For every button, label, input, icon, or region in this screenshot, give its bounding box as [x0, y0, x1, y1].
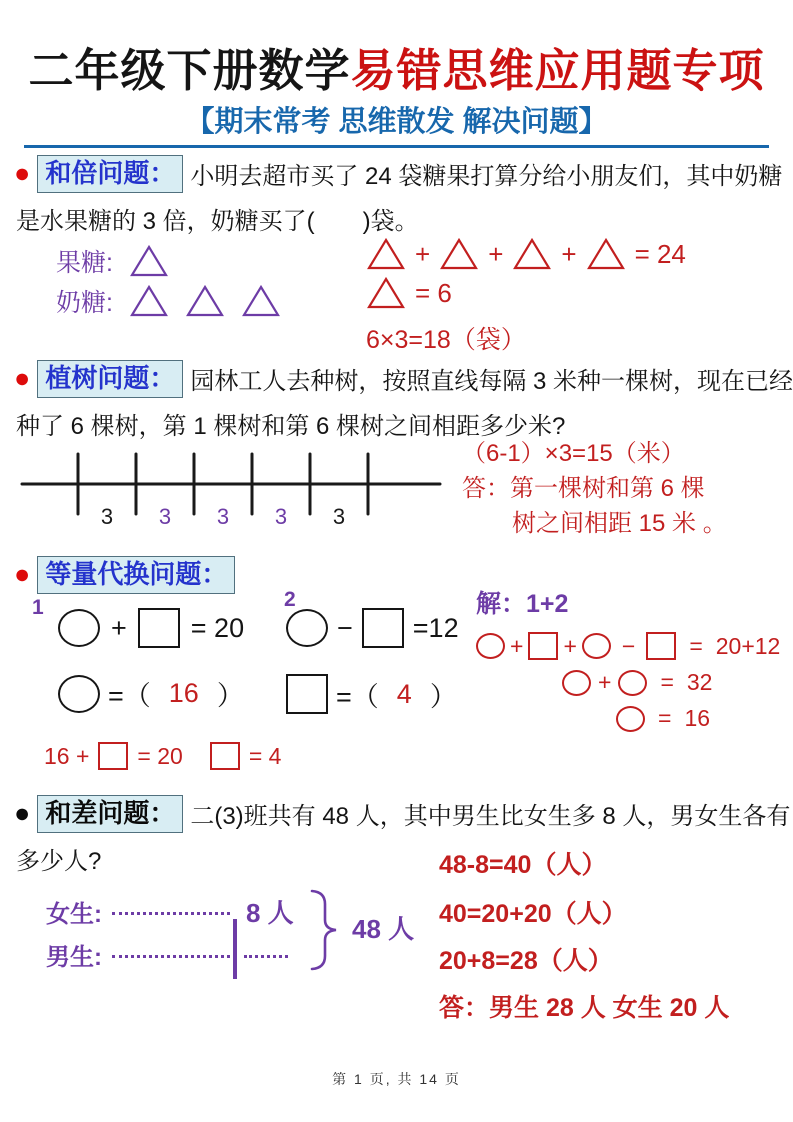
equation-1 — [58, 608, 244, 648]
tick-label: 3 — [216, 504, 230, 529]
circle-result: 16 — [684, 705, 711, 731]
milk-candy-label: 奶糖: — [56, 289, 113, 317]
solution-row-2 — [562, 669, 780, 696]
plus-sign: + — [563, 632, 577, 659]
check-equals-4: = 4 — [248, 742, 282, 769]
section-tree-planting — [14, 360, 793, 550]
equals-24: = 24 — [634, 238, 686, 269]
triangle-value-equation — [366, 276, 686, 310]
fruit-candy-row — [56, 243, 169, 279]
calculation-2: 40=20+20（人） — [439, 900, 627, 928]
sum-value: 32 — [686, 669, 713, 695]
plus-sign: + — [415, 238, 431, 269]
equals-sign: = — [660, 669, 674, 695]
sum-value: 20+12 — [715, 632, 781, 659]
square-value-line — [286, 674, 457, 714]
calculation-3: 20+8=28（人） — [439, 947, 613, 975]
tick-label: 3 — [332, 504, 346, 529]
boys-dotted-line — [112, 955, 230, 958]
problem-text-line2: 种了 6 棵树，第 1 棵树和第 6 棵树之间相距多少米? — [16, 413, 566, 440]
page-number: 第 1 页, 共 14 页 — [332, 1071, 461, 1087]
number-line-diagram — [16, 444, 446, 532]
circle-shape — [616, 706, 645, 732]
circle-shape — [286, 609, 328, 647]
answer-line1: 答：第一棵树和第 6 棵 — [462, 475, 705, 502]
circle-shape — [618, 670, 647, 696]
close-paren: ） — [216, 681, 244, 711]
bullet-icon: ● — [14, 363, 31, 394]
section-header — [14, 360, 793, 398]
triangle-icon — [586, 237, 626, 271]
square-shape — [362, 608, 404, 648]
plus-sign: + — [561, 238, 577, 269]
difference-label: 8 人 — [246, 898, 294, 928]
equals-open-paren: =（ — [108, 681, 151, 711]
plus-sign: + — [598, 669, 612, 695]
equation-number-1: 1 — [32, 596, 44, 619]
circle-shape — [58, 609, 100, 647]
circle-shape — [58, 675, 100, 713]
solution-block — [439, 891, 729, 1032]
girls-dotted-line — [112, 912, 230, 915]
tick-label: 3 — [100, 504, 114, 529]
section-sum-multiple — [14, 155, 783, 355]
problem-text-line1: 二(3)班共有 48 人，其中男生比女生多 8 人，男女生各有 — [190, 803, 791, 831]
problem-text-line1: 园林工人去种树，按照直线每隔 3 米种一棵树，现在已经 — [190, 368, 793, 396]
section-header — [14, 155, 783, 193]
divider-line — [24, 145, 769, 148]
triangle-icon — [129, 244, 169, 278]
triangle-icon — [241, 284, 281, 318]
square-shape — [138, 608, 180, 648]
problem-text-line2: 是水果糖的 3 倍，奶糖买了( )袋。 — [16, 208, 419, 235]
minus-sign: − — [337, 612, 353, 643]
page-title — [0, 34, 793, 99]
check-equals-20: = 20 — [137, 742, 183, 769]
solution-block — [476, 584, 780, 732]
answer-line2: 树之间相距 15 米 。 — [512, 510, 727, 537]
triangle-icon — [512, 237, 552, 271]
girls-label: 女生: — [46, 901, 102, 928]
difference-divider-bar — [233, 919, 237, 979]
minus-sign: − — [621, 632, 636, 659]
equals-sign: = — [658, 705, 672, 731]
square-shape — [286, 674, 328, 714]
equation-2 — [286, 608, 459, 648]
triangle-icon — [366, 237, 406, 271]
calculation: （6-1）×3=15（米） — [462, 440, 685, 467]
problem-text-line1: 小明去超市买了 24 袋糖果打算分给小朋友们，其中奶糖 — [190, 163, 783, 191]
triangle-icon — [129, 284, 169, 318]
milk-candy-row — [56, 283, 281, 319]
square-shape — [528, 632, 558, 660]
fruit-candy-label: 果糖: — [56, 249, 113, 277]
boys-extra-dotted-line — [244, 955, 288, 958]
check-prefix: 16 + — [44, 742, 90, 769]
answer-line: 答：男生 28 人 女生 20 人 — [439, 994, 730, 1022]
circle-shape — [476, 633, 505, 659]
bullet-icon: ● — [14, 798, 31, 829]
circle-value-line — [58, 674, 244, 713]
solve-label: 解：1+2 — [476, 590, 569, 618]
circle-shape — [562, 670, 591, 696]
title-black-part: 二年级下册数学 — [28, 45, 351, 96]
tick-label: 3 — [274, 504, 288, 529]
square-shape — [98, 742, 128, 770]
section-header — [14, 795, 791, 833]
section-tag: 和倍问题： — [37, 155, 183, 193]
section-tag: 植树问题： — [37, 360, 183, 398]
total-label: 48 人 — [352, 914, 415, 944]
circle-value: 16 — [168, 678, 199, 708]
solution-block — [462, 436, 727, 541]
brace-icon — [308, 887, 340, 973]
section-sum-difference — [14, 795, 791, 1030]
triangle-icon — [439, 237, 479, 271]
check-line — [44, 742, 281, 770]
square-value: 4 — [396, 678, 412, 709]
plus-sign: + — [488, 238, 504, 269]
bullet-icon: ● — [14, 158, 31, 189]
square-shape — [646, 632, 676, 660]
equals-open-paren: =（ — [336, 681, 379, 712]
boys-label: 男生: — [46, 944, 102, 971]
final-calculation: 6×3=18（袋） — [366, 326, 526, 354]
solution-row-3 — [616, 705, 780, 732]
section-tag: 等量代换问题： — [37, 556, 235, 594]
equals-20: = 20 — [190, 612, 245, 643]
calculation-1: 48-8=40（人） — [439, 851, 607, 879]
triangle-icon — [366, 276, 406, 310]
problem-text-line2: 多少人? — [16, 848, 102, 875]
bullet-icon: ● — [14, 559, 31, 590]
solution-block — [366, 237, 686, 356]
equals-6: = 6 — [415, 277, 452, 308]
page-subtitle: 【期末常考 思维散发 解决问题】 — [185, 106, 608, 138]
equals-sign: = — [689, 632, 703, 659]
solution-row-1 — [476, 632, 780, 660]
square-shape — [210, 742, 240, 770]
title-red-part: 易错思维应用题专项 — [350, 45, 765, 96]
close-paren: ） — [429, 681, 457, 712]
section-substitution — [14, 556, 780, 791]
equation-number-2: 2 — [284, 588, 296, 611]
circle-shape — [582, 633, 611, 659]
triangle-equation — [366, 237, 686, 271]
plus-sign: + — [510, 632, 524, 659]
plus-sign: + — [111, 612, 127, 643]
equals-12: =12 — [412, 612, 459, 643]
triangle-icon — [185, 284, 225, 318]
section-tag: 和差问题： — [37, 795, 183, 833]
tick-label: 3 — [158, 504, 172, 529]
